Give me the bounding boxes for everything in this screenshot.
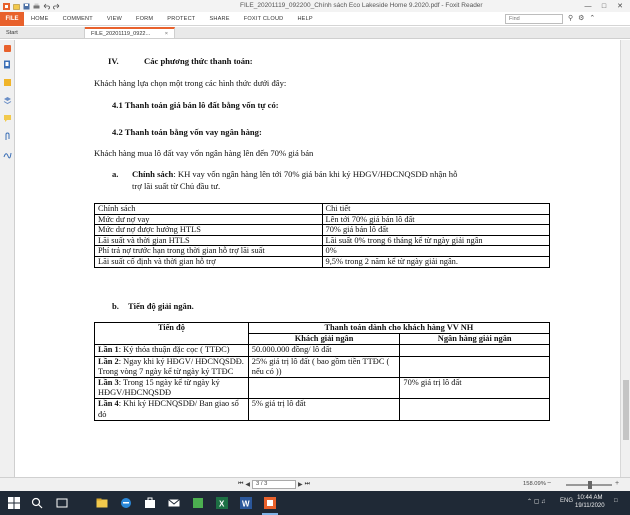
close-tab-icon[interactable]: × [164,30,168,37]
installment-label: Lần 4 [98,399,119,409]
item-a-text-1: : KH vay vốn ngân hàng lên tới 70% giá bán khi ký HĐGV/HĐCNQSDĐ nhận hỗ [173,169,458,179]
word-icon[interactable] [240,497,252,509]
table-cell: 50.000.000 đồng/ lô đất [248,345,400,356]
zoom-slider-knob[interactable] [588,481,592,489]
page-number-input[interactable]: 3 / 3 [252,480,296,489]
pdf-page [76,40,596,477]
table-header-row [95,204,550,215]
installment-text: : Ngay khi ký HĐGV/ HĐCNQSDĐ. Trong vòng 7 ngày kể từ ngày ký TTĐC [98,356,244,376]
save-icon[interactable] [23,3,30,10]
edge-browser-icon[interactable] [120,497,132,509]
next-page-icon[interactable]: ▶ [298,482,303,488]
zoom-out-icon[interactable]: − [547,480,552,487]
tab-comment[interactable]: COMMENT [62,15,93,22]
installment-label: Lần 1 [98,345,119,355]
system-clock[interactable] [575,494,605,510]
installment-text: : Trong 15 ngày kể từ ngày ký HĐGV/HĐCNQSDĐ [98,378,220,398]
table-header-cell: Khách giải ngân [248,334,400,345]
first-page-icon[interactable]: ⏮ [238,481,244,487]
navigation-panel [0,40,15,477]
svg-text:X: X [219,499,225,509]
file-explorer-icon[interactable] [96,497,108,509]
table-cell [400,345,550,356]
comments-icon[interactable] [3,114,12,123]
tab-view[interactable]: VIEW [106,15,123,22]
installment-text: : Khi ký HĐCNQSDĐ/ Ban giao sổ đỏ [98,399,239,419]
item-a-text-2: trợ lãi suất từ Chủ đầu tư. [132,181,221,191]
table-row [95,214,550,225]
table-cell [95,399,249,420]
table-row [95,235,550,246]
table-cell: 9,5% trong 2 năm kể từ ngày giải ngân. [322,256,550,267]
ribbon-tab-bar [0,12,630,26]
table-cell [95,378,249,399]
heading-4-2: 4.2 Thanh toán bằng vốn vay ngân hàng: [112,127,262,137]
table-row [95,246,550,257]
document-tab-label: FILE_20201119_0922... [91,30,151,37]
foxit-logo-icon [3,3,10,10]
table-row [95,345,550,356]
store-icon[interactable] [144,497,156,509]
tray-icons[interactable]: ⌃ ▢ ♫ [527,499,546,505]
table-cell: Lên tới 70% giá bán lô đất [322,214,550,225]
item-a-line-1 [132,169,457,179]
tab-share[interactable]: SHARE [209,15,230,22]
installment-text: : Ký thỏa thuận đặc cọc ( TTĐC) [118,345,230,355]
redo-icon[interactable] [53,3,60,10]
table-cell: 5% giá trị lô đất [248,399,400,420]
table-header-cell: Thanh toán dành cho khách hàng VV NH [248,323,549,334]
mail-icon[interactable] [168,497,180,509]
tab-protect[interactable]: PROTECT [167,15,196,22]
taskbar [0,491,630,515]
table-header-row [95,323,550,334]
close-button[interactable]: ✕ [617,3,623,10]
table-header-cell: Chính sách [95,204,323,215]
table-cell: Mức dư nợ được hưởng HTLS [95,225,323,236]
tab-document[interactable] [85,27,175,38]
previous-page-icon[interactable]: ◀ [245,482,251,488]
section-title: Các phương thức thanh toán: [144,56,253,66]
windows-start-icon[interactable] [8,497,20,509]
schedule-table [94,322,550,421]
table-header-cell: Chi tiết [322,204,550,215]
input-language[interactable]: ENG [560,498,574,504]
table-row [95,378,550,399]
maximize-button[interactable]: □ [601,2,607,10]
excel-icon[interactable] [216,497,228,509]
section-number: IV. [108,56,119,66]
table-header-cell: Tiến độ [95,323,249,345]
minimize-button[interactable]: — [584,2,592,10]
tab-form[interactable]: FORM [136,15,154,22]
tab-start[interactable] [0,27,85,38]
table-cell: 0% [322,246,550,257]
table-cell: Lãi suất và thời gian HTLS [95,235,323,246]
policy-table [94,203,550,268]
find-input[interactable]: Find [505,14,563,24]
collapse-ribbon-icon[interactable]: ⌃ [589,15,596,22]
bookmarks-icon[interactable] [3,78,12,87]
heading-4-1: 4.1 Thanh toán giá bán lô đất bằng vốn tự có: [112,100,279,110]
notifications-icon[interactable]: □ [614,498,618,504]
hand-tool-icon[interactable] [3,44,12,53]
status-bar [0,477,630,491]
window-title: FILE_20201119_092200_Chính sách Eco Lakeside Home 9.2020.pdf - Foxit Reader [240,2,483,9]
table-row [95,356,550,377]
signatures-icon[interactable] [3,150,12,159]
open-icon[interactable] [13,3,20,10]
item-b-title: Tiến độ giải ngân. [128,301,194,311]
quick-access-toolbar [0,3,60,10]
table-cell [95,345,249,356]
search-icon[interactable]: ⚲ [568,15,574,22]
table-cell: Lãi suất 0% trong 6 tháng kể từ ngày giải ngân [322,235,550,246]
last-page-icon[interactable]: ⏭ [304,481,311,487]
clock-date: 19/11/2020 [575,503,605,509]
tab-foxit-cloud[interactable]: FOXIT CLOUD [243,15,284,22]
pages-icon[interactable] [3,60,12,69]
tab-help[interactable]: HELP [297,15,313,22]
intro-text: Khách hàng lựa chọn một trong các hình thức dưới đây: [94,78,287,88]
undo-icon[interactable] [43,3,50,10]
svg-text:W: W [242,499,250,509]
loan-text: Khách hàng mua lô đất vay vốn ngân hàng lên đến 70% giá bán [94,148,314,158]
scrollbar-thumb[interactable] [623,380,629,440]
settings-icon[interactable]: ⚙ [578,15,585,22]
table-row [95,256,550,267]
table-header-cell: Ngân hàng giải ngân [400,334,550,345]
layers-icon[interactable] [3,96,12,105]
table-row [95,399,550,420]
attachments-icon[interactable] [3,132,12,141]
table-row [95,225,550,236]
installment-label: Lần 3 [98,378,119,388]
table-cell [400,399,550,420]
table-cell [400,356,550,377]
search-taskbar-icon[interactable] [31,497,43,509]
table-cell: Phí trả nợ trước hạn trong thời gian hỗ trợ lãi suất [95,246,323,257]
table-cell: Lãi suất cố định và thời gian hỗ trợ [95,256,323,267]
tab-file[interactable]: FILE [0,12,24,26]
title-bar [0,0,630,12]
document-tab-bar [0,27,630,39]
document-viewport[interactable] [16,40,620,477]
table-cell [248,378,400,399]
tab-home[interactable]: HOME [31,15,49,22]
task-view-icon[interactable] [56,497,68,509]
app-icon[interactable] [192,497,204,509]
item-b-marker: b. [112,301,119,311]
table-cell [95,356,249,377]
table-cell: 25% giá trị lô đất ( bao gồm tiền TTĐC ( nếu có )) [248,356,400,377]
table-cell: 70% giá bán lô đất [322,225,550,236]
table-cell: Mức dư nợ vay [95,214,323,225]
table-cell: 70% giá trị lô đất [400,378,550,399]
installment-label: Lần 2 [98,356,119,366]
zoom-level[interactable]: 158.09% [523,481,546,487]
start-tab-label: Start [6,29,18,36]
item-a-marker: a. [112,169,119,179]
vertical-scrollbar[interactable] [620,40,630,477]
clock-time: 10:44 AM [577,495,603,501]
foxit-reader-taskbar-icon[interactable] [264,497,276,509]
zoom-in-icon[interactable]: + [615,480,620,487]
item-a-label: Chính sách [132,169,174,179]
print-icon[interactable] [33,3,40,10]
